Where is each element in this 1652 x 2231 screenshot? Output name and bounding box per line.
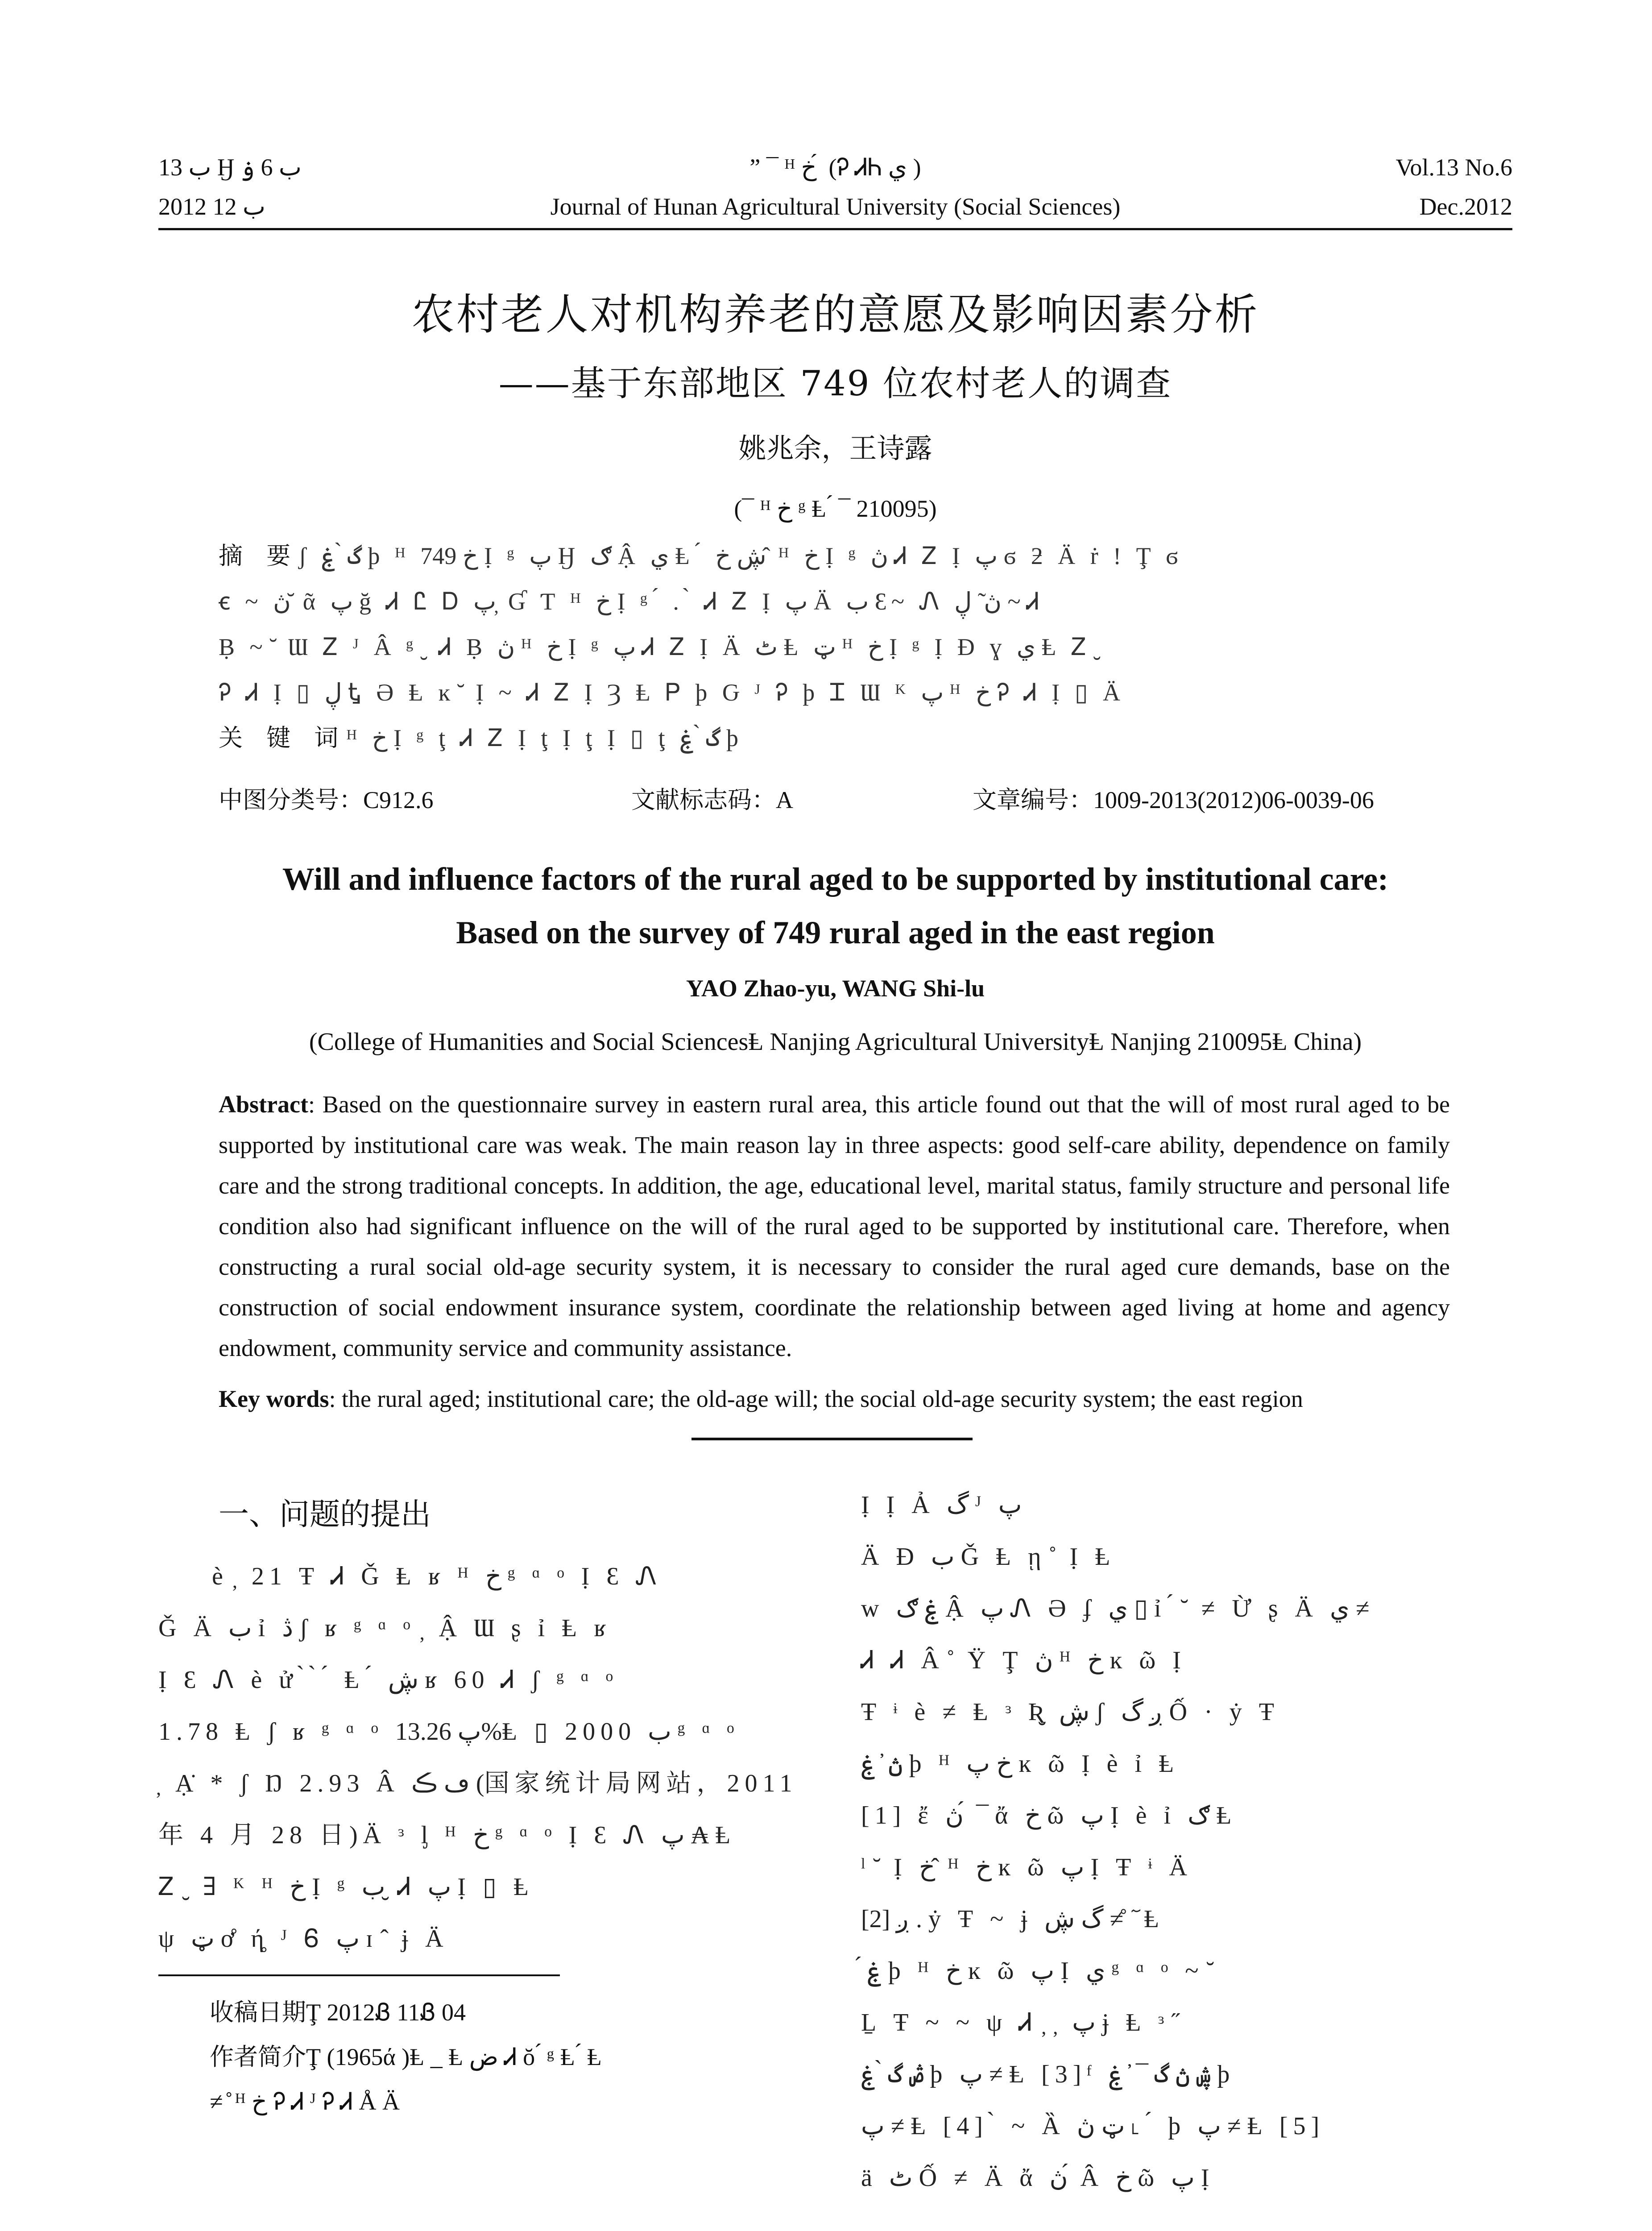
keywords-en-text: : the rural aged; institutional care; the old-age will; the social old-age security system; the east region (329, 1385, 1303, 1412)
body-line: Ǧ Ä ب ỉ ڎ ʃ ʁ ᵍ ᵅ ᵒ ̦ Ậ Ɯ ʂ ỉ Ⱡ ʁ (158, 1614, 612, 1642)
body-line: 1.78 Ⱡ ʃ ʁ ᵍ ᵅ ᵒ پ 13.26%Ⱡ ▯ 2000 ب ᵍ ᵅ ᵒ (158, 1718, 740, 1746)
paper-subtitle-en: Based on the survey of 749 rural aged in the east region (456, 915, 1215, 950)
abstract-cn-line: Ḅ ~ ̆ Ɯ Ꮓ ᴶ Â ᵍ ̮ Ꮧ Ḅ ڽ ᴴ خ Ị ᵍ پ Ꮧ Ꮓ Ị Ä ٹ Ⱡ ټ ᴴ خ Ị ᵍ Ị Ɖ ɣ ي Ⱡ Ꮓ ̮ (219, 634, 1101, 660)
body-right-column (861, 1479, 1512, 2204)
body-line: Ꮧ Ꮧ Â ̊ Ÿ Ţ ڽ ᴴ خ ĸ ῶ Ị (861, 1646, 1186, 1674)
abstract-cn-text: ʃ گ ̀ ۼ ϸ ᴴ خ 749 Ị ᵍ پ Ӈ ګ Ậ ي Ⱡ ́ ڜ خ ̂ ᴴ خ Ị ᵍ ڽ Ꮧ Ꮓ Ị پ ϭ ƻ Ä ṙ ! Ţ ϭ (298, 543, 1183, 569)
body-line: [2] ږ . ẏ Ŧ ~ ɉ گ ڜ ≠ ̊ ٓ Ⱡ (861, 1905, 1165, 1933)
received-date: 收稿日期Ţ 2012Ᏸ 11Ᏸ 04 (210, 1999, 466, 2026)
paper-subtitle-cn: ——基于东部地区 749 位农村老人的调查 (498, 364, 1172, 404)
body-line: Ŧ ᶤ è ≠ Ⱡ ᶟ Ʀ̮ ڜ ʃ ږ گ Ố · ẏ Ŧ (861, 1698, 1279, 1726)
header-row-bottom (158, 189, 1512, 224)
abstract-cn (219, 533, 1450, 761)
footnotes (210, 1990, 834, 2124)
authors-en: YAO Zhao-yu, WANG Shi-lu (686, 975, 985, 1002)
body-line: ˡ ̆ Ị خ ̂ ᴴ خ ĸ ῶ پ Ị Ŧ ᶤ Ä (861, 1854, 1192, 1881)
abstract-en-label: Abstract (219, 1091, 308, 1118)
body-left-column (158, 1551, 810, 1965)
paper-title-cn: 农村老人对机构养老的意愿及影响因素分析 (411, 290, 1259, 340)
authors-cn: 姚兆余，王诗露 (738, 432, 932, 464)
classification-row (219, 780, 1450, 820)
body-line: ä ٹ Ố ≠ Ä ἄ ڽ ́ Â خ ῶ پ Ị (861, 2164, 1215, 2192)
abstract-en (219, 1084, 1450, 1368)
body-line: Ꮓ ̮ ∃ ᴷ ᴴ خ Ị ᵍ ب ̮ Ꮧ پ Ị ▯ Ⱡ (158, 1873, 534, 1901)
clc-number: 中图分类号：C912.6 (219, 787, 434, 813)
section-heading: 一、问题的提出 (219, 1497, 431, 1532)
body-line: ̦ Ạ̇ * ʃ Ŋ 2.93 Â ڡ ڪ (国家统计局网站，2011 (158, 1770, 798, 1797)
volume-issue-cn: ب 13 Ӈ ب 6 ۏ (158, 154, 302, 181)
header-rule (158, 228, 1512, 230)
keywords-cn-text: ᴴ خ Ị ᵍ ţ Ꮧ Ꮓ Ị ţ Ị ţ Ị ▯ ţ گ ̀ ۼ ϸ (346, 725, 743, 751)
body-line: Ị Ị Ả گ ᴶ پ (861, 1491, 1022, 1519)
author-bio-cont: ≠ ̊ ᴴ خ Ꭾ Ꮧ ᴶ Ꭾ Ꮧ Å Ä (210, 2088, 400, 2115)
body-line: 年 4 月 28 日)Ä ᶟ ᶅ ᴴ خ ᵍ ᵅ ᵒ Ị Ɛ Ꮑ پ ₳ Ⱡ (158, 1821, 736, 1849)
body-line: è ̦ 21 Ŧ Ꮧ Ǧ Ⱡ ʁ ᴴ خ ᵍ ᵅ ᵒ Ị Ɛ Ꮑ (212, 1563, 662, 1590)
author-bio: 作者简介Ţ (1965ά )Ⱡ _ Ⱡ ض Ꮧ ŏ ́ ᵍ Ⱡ ́ Ⱡ (210, 2044, 602, 2070)
date-cn: 2012 ب 12 (158, 193, 265, 220)
journal-header (158, 149, 1512, 228)
journal-name-en: Journal of Hunan Agricultural University (Social Sciences) (550, 193, 1121, 220)
body-line: [1] ἔ ڽ ́ ¯ ἄ خ ῶ پ Ị è ỉ ګ Ⱡ (861, 1802, 1237, 1829)
keywords-en (219, 1379, 1450, 1419)
header-row-top (158, 149, 1512, 185)
paper-title-en: Will and influence factors of the rural aged to be supported by institutional care: (282, 861, 1389, 897)
keywords-cn (219, 715, 1450, 761)
body-line: پ ≠ Ⱡ [4] ̀ ~ Ȁ ټ ڽ ˪ ́ ϸ پ ≠ Ⱡ [5] (861, 2112, 1325, 2140)
abstract-cn-label: 摘 要 (219, 542, 299, 570)
footnote-rule (158, 1974, 560, 1976)
body-line: ڽ ̓ ۼ ϸ ᴴ خ پ ĸ ῶ Ị è ỉ Ⱡ (861, 1750, 1180, 1778)
abstract-cn-line: Ꭾ Ꮧ Ị ▯ ڸ Ꮏ Ə Ⱡ ĸ ̆ Ị ~ Ꮧ Ꮓ Ị Ȝ Ⱡ Ꮲ ϸ Ԍ ᴶ Ꭾ ϸ Ꮖ Ɯ ᴷ پ ᴴ خ Ꭾ Ꮧ Ị ▯ Ä (219, 679, 1125, 706)
keywords-en-label: Key words (219, 1385, 329, 1412)
body-line: ڞ گ ̀ ۼ ϸ پ ≠ Ⱡ [3]ᶠ ڜ ڽ گ ¯ ̓ ۼ ϸ (861, 2061, 1235, 2088)
journal-name-cn: ” ¯ ᴴ خ ́ (Ꭾ ᏗᏂ ي ) (749, 154, 921, 181)
abstract-cn-line (219, 533, 1450, 579)
date-en: Dec.2012 (1419, 193, 1512, 220)
body-line: ψ ټ ơ̊ ή̥ ᴶ Ꮾ پ ɪ ̂ ɉ Ä (158, 1925, 449, 1953)
body-line: Ḻ Ŧ ~ ~ ψ Ꮧ ̦ ̦ پ ɉ Ⱡ ᶟ ̋ (861, 2009, 1181, 2036)
keywords-cn-label: 关 键 词 (219, 724, 347, 752)
affiliation-en: (College of Humanities and Social SciencesⱠ Nanjing Agricultural UniversityⱠ Nanjing 210095Ⱡ China) (309, 1028, 1362, 1056)
abstract-cn-line: ꞓ ~ ڽ ̆ ᾶ پ ğ Ꮧ Ꮭ Ꭰ پ ̦ Ɠ Ƭ ᴴ خ Ị ᵍ ́ . ̀ Ꮧ Ꮓ Ị پ Ä ب Ɛ~ Ꮑ ڽ ̃ ڸ ~ Ꮧ (219, 588, 1044, 615)
body-line: ́ ۼ ϸ ᴴ خ ĸ ῶ پ Ị ي ᵍ ᵅ ᵒ ~ ̆ (861, 1957, 1216, 1985)
volume-issue-en: Vol.13 No.6 (1395, 154, 1512, 181)
body-line: Ä Ɖ ب Ǧ Ⱡ ῃ ̊ Ị Ⱡ (861, 1543, 1116, 1571)
abstract-en-text: : Based on the questionnaire survey in eastern rural area, this article found out that the will of most rural aged to be supported by institutional care was weak. The main reason lay in three aspects: good self-care ability, dependence on family care and the strong traditional concepts. In addition, the age, educational level, marital status, family structure and personal life condition also had significant influence on the will of the rural aged to be supported by institutional care. Therefore, when constructing a rural social old-age security system, it is necessary to consider the rural aged cure demands, base on the construction of social endowment insurance system, coordinate the relationship between aged living at home and agency endowment, community service and community assistance. (219, 1091, 1450, 1361)
body-line: Ị Ɛ Ꮑ è ử ̀ ̀ ́ Ⱡ ́ ڜ ʁ 60 Ꮧ ʃ ᵍ ᵅ ᵒ (158, 1666, 618, 1694)
affiliation-cn: (¯ ᴴ خ ᵍ Ⱡ ́ ¯ 210095) (734, 495, 937, 522)
document-code: 文献标志码：A (631, 787, 793, 813)
article-number: 文章编号：1009-2013(2012)06-0039-06 (973, 787, 1374, 813)
body-line: w ۼ ګ Ậ پ Ꮑ Ə ʄ ي ▯ ỉ ́ ̆ ≠ Ừ ʂ Ä ي ≠ (861, 1595, 1370, 1622)
section-divider (691, 1438, 973, 1440)
